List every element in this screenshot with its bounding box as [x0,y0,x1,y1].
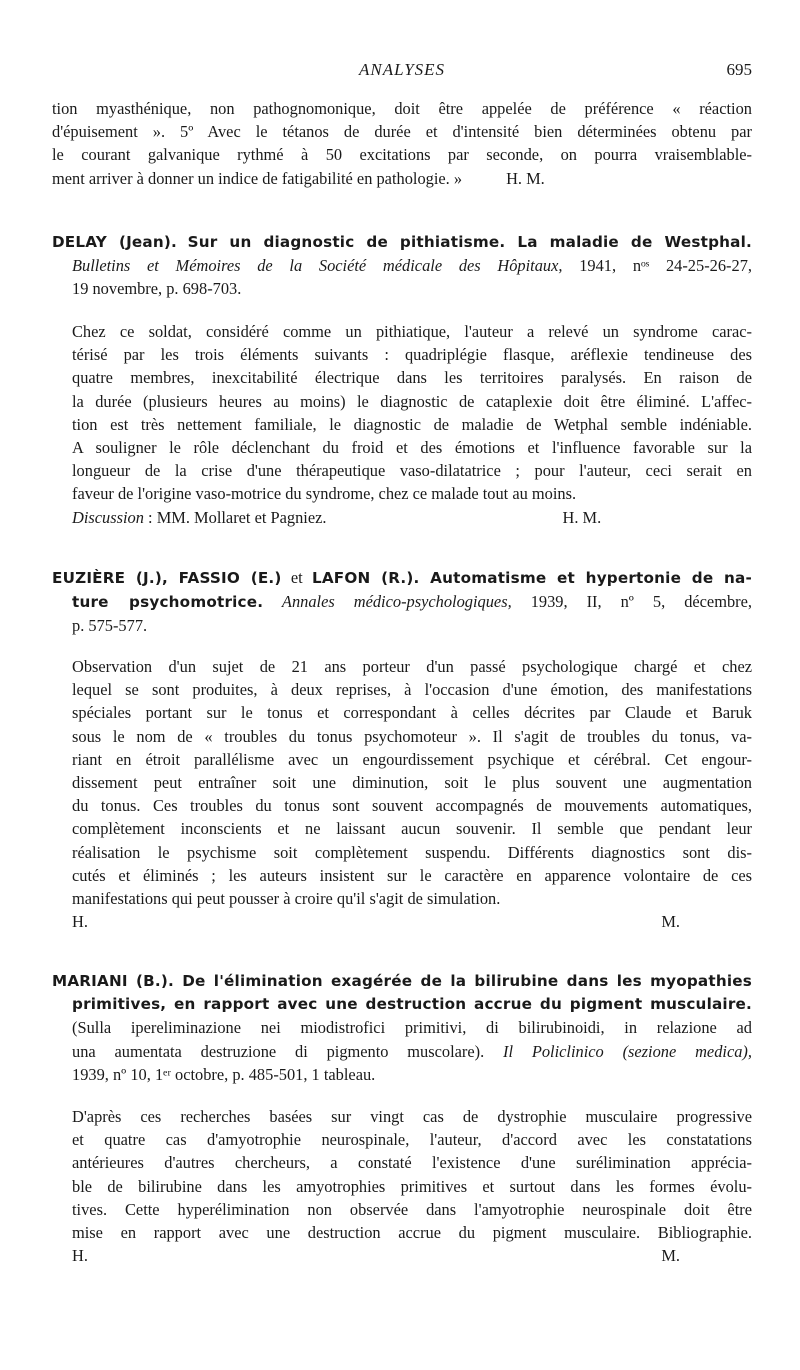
entry-author: EUZIÈRE (J.), FASSIO (E.) [52,569,282,587]
text-line: riant en étroit parallélisme avec un engourdissement psychique et cérébral. Cet engour- [72,749,752,769]
entry-source-line [52,1040,752,1063]
signature: H. M. [72,1246,680,1266]
entry-title: ture psychomotrice. [72,593,264,612]
text-line: lequel se sont produites, à deux reprises, à l'occasion d'une émotion, des manifestations [72,680,752,700]
signature: H. M. [72,912,680,932]
page-header [52,60,752,86]
text-line: faveur de l'origine vaso-motrice du syndrome, chez ce malade tout au moins. [72,484,577,504]
source-journal: Il Policlinico (sezione medica), [503,1041,752,1061]
entry-source-line: (Sulla ipereliminazione nei miodistrofici primitivi, di bilirubinoidi, in relazione ad [72,1018,752,1038]
entry-author: DELAY (Jean). [52,233,178,251]
entry-body-mariani [52,1105,752,1267]
entry-source-line: 19 novembre, p. 698-703. [72,279,242,299]
entry-body-euziere [52,655,752,933]
text-line: Observation d'un sujet de 21 ans porteur d'un passé psychologique chargé et chez [72,657,752,676]
entry-title-line [52,566,752,590]
text-line [52,167,752,190]
entry-title: Automatisme et hypertonie de na- [419,569,752,587]
text-line: longueur de la crise d'une thérapeutique vaso-dilatatrice ; pour l'auteur, ceci serait en [72,461,752,481]
discussion-line [72,506,752,529]
text-line: térisé par les trois éléments suivants : quadriplégie flasque, aréflexie tendineuse des [72,345,752,365]
entry-header-delay [52,230,752,301]
entry-source-line: 1939, nº 10, 1ᵉʳ octobre, p. 485-501, 1 tableau. [72,1064,376,1084]
continuation-paragraph [52,97,752,190]
entry-title-line: primitives, en rapport avec une destruction accrue du pigment musculaire. [72,995,752,1014]
text-line: quatre membres, inexcitabilité électrique dans les territoires paralysés. En raison de [72,368,752,388]
text-line: le courant galvanique rythmé à 50 excitations par seconde, on pourra vraisemblable- [52,145,752,165]
signature: H. M. [506,168,545,188]
text-line: antérieures d'autres chercheurs, a constaté l'existence d'une surélimination apprécia- [72,1153,752,1173]
text-line: la durée (plusieurs heures au moins) le diagnostic de cataplexie doit être éliminé. L'affec- [72,391,752,411]
entry-title-line [52,590,752,614]
text-line: mise en rapport avec une destruction accrue du pigment musculaire. Bibliographie. [72,1223,752,1243]
text-line: réalisation le psychisme soit complètement suspendu. Différents diagnostics sont dis- [72,842,752,862]
entry-title: Sur un diagnostic de pithiatisme. La maladie de Westphal. [187,233,752,251]
text-line: Chez ce soldat, considéré comme un pithiatique, l'auteur a relevé un syndrome carac- [72,322,752,341]
text-line: dissement peut entraîner soit une diminution, soit le plus souvent une augmentation [72,773,752,793]
text-line: d'épuisement ». 5º Avec le tétanos de durée et d'intensité bien déterminées obtenu par [52,122,752,142]
entry-title-line [52,230,752,254]
text-line: spéciales portant sur le tonus et correspondant à celles décrites par Claude et Baruk [72,703,752,723]
text-line: cutés et éliminés ; les auteurs insistent sur le caractère en apparence volontaire de ces [72,865,752,885]
source-details: 1939, II, nº 5, décembre, [511,592,752,612]
entry-conjunction: et [281,568,312,587]
text-line: et quatre cas d'amyotrophie neurospinale, l'auteur, d'accord avec les constatations [72,1130,752,1150]
entry-source-line: p. 575-577. [72,616,148,636]
entry-title-line: MARIANI (B.). De l'élimination exagérée de la bilirubine dans les myopathies [52,972,752,990]
entry-header-euziere [52,566,752,638]
entry-source-line [52,254,752,277]
running-title: ANALYSES [358,60,446,79]
text-line: manifestations qui peut pousser à croire qu'il s'agit de simulation. [72,889,501,909]
entry-header-mariani [52,970,752,1086]
source-journal: Annales médico-psychologiques, [263,592,512,612]
entry-body-delay [52,320,752,529]
text-line: A souligner le rôle déclenchant du froid et des émotions et l'influence favorable sur la [72,438,752,458]
discussion-text: : MM. Mollaret et Pagniez. [143,507,327,527]
entry-author: LAFON (R.). [311,569,420,587]
text-line: complètement inconscients et ne laissant aucun souvenir. Il semble que pendant leur [72,819,752,839]
page-number: 695 [726,60,752,79]
text-line: tion myasthénique, non pathognomonique, doit être appelée de préférence « réaction [52,99,752,118]
source-journal: Bulletins et Mémoires de la Société médicale des Hôpitaux, [72,256,563,276]
signature: H. M. [562,507,602,527]
text-line: D'après ces recherches basées sur vingt cas de dystrophie musculaire progressive [72,1107,752,1126]
source-details: una aumentata destruzione di pigmento muscolare). [72,1041,504,1061]
text-line: tion est très nettement familiale, le diagnostic de maladie de Wetphal semble indéniable. [72,414,752,434]
source-details: 1941, nᵒˢ 24-25-26-27, [562,256,752,276]
discussion-label: Discussion [72,507,144,527]
text-line: ble de bilirubine dans les amyotrophies primitives et surtout dans les formes évolu- [72,1176,752,1196]
text-line: tives. Cette hyperélimination non observée dans l'amyotrophie neurospinale doit être [72,1199,752,1219]
text-line-content: ment arriver à donner un indice de fatigabilité en pathologie. » [52,168,463,188]
text-line: sous le nom de « troubles du tonus psychomoteur ». Il s'agit de troubles du tonus, va- [72,726,752,746]
text-line: du tonus. Ces troubles du tonus sont souvent accompagnés de mouvements automatiques, [72,796,752,816]
